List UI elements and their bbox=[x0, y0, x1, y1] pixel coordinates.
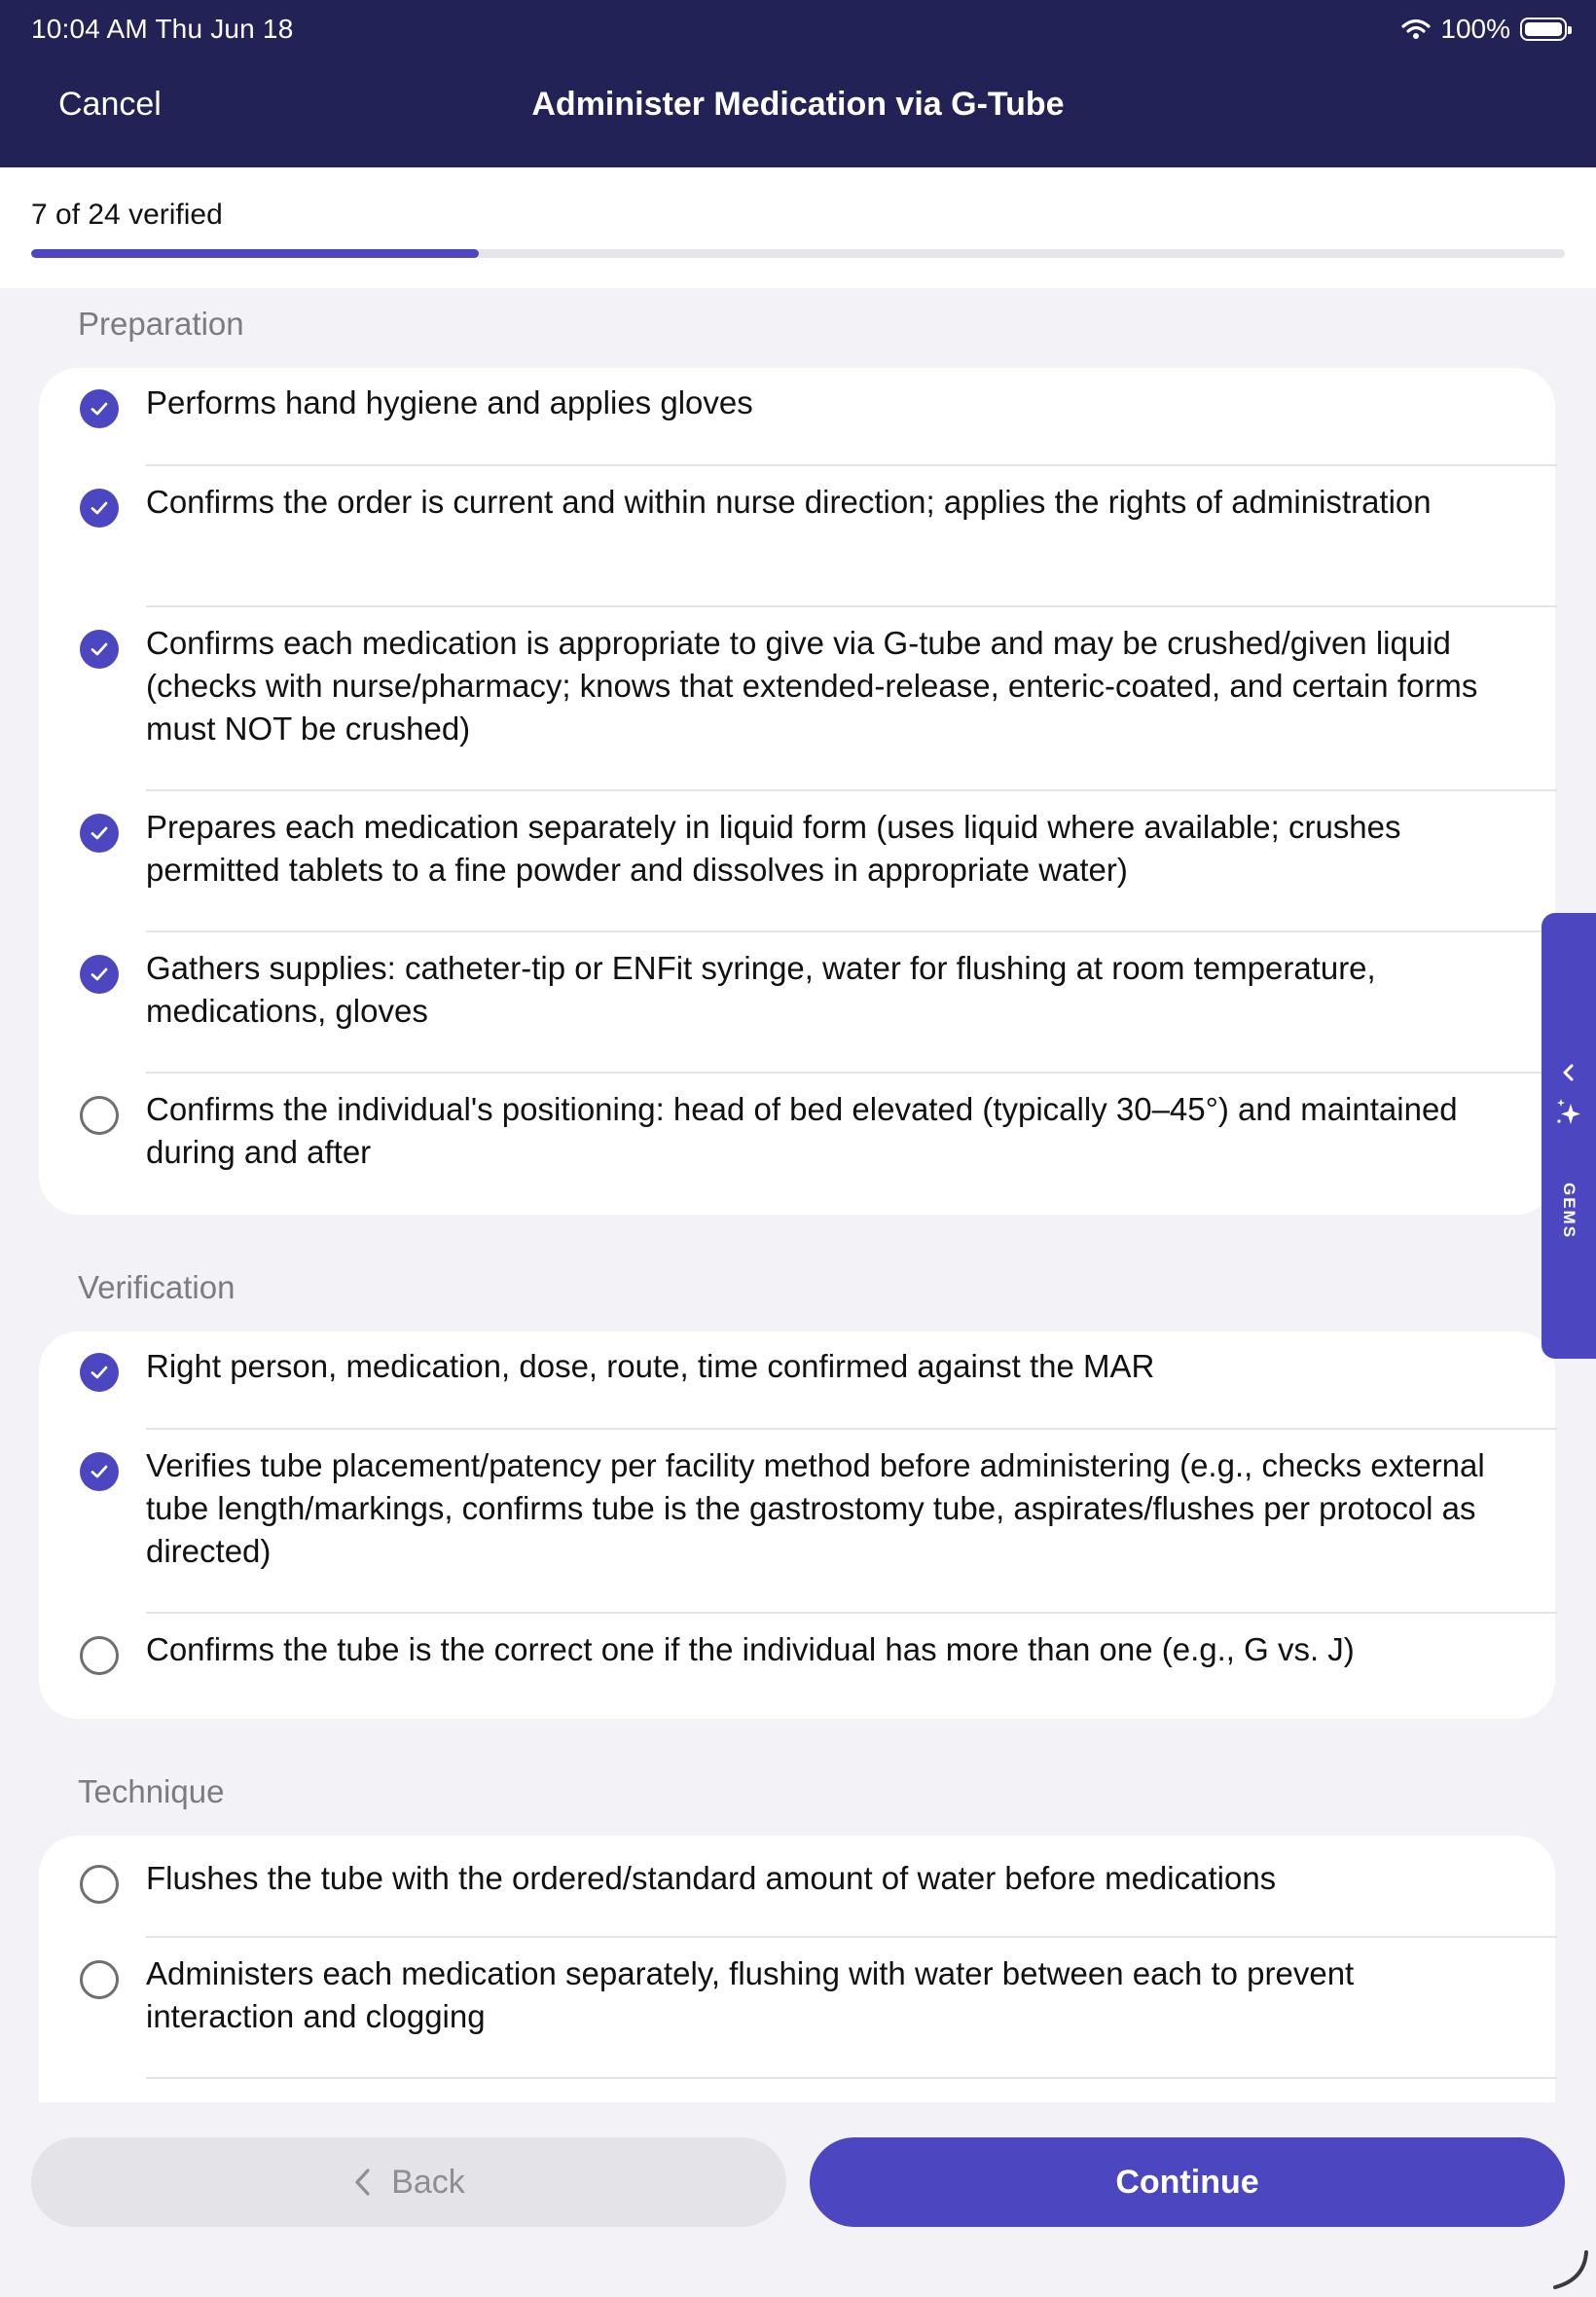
checkbox[interactable] bbox=[80, 955, 119, 994]
divider bbox=[146, 464, 1557, 466]
back-button[interactable] bbox=[31, 2137, 786, 2227]
progress-label: 7 of 24 verified bbox=[31, 199, 223, 231]
checkbox[interactable] bbox=[80, 1452, 119, 1491]
divider bbox=[146, 1428, 1557, 1430]
sparkle-icon bbox=[1553, 1096, 1584, 1129]
cancel-button[interactable]: Cancel bbox=[58, 86, 162, 123]
checkmark-icon bbox=[88, 638, 111, 661]
chevron-left-icon bbox=[1555, 1059, 1582, 1086]
checkbox[interactable] bbox=[80, 1865, 119, 1904]
section-title-verification: Verification bbox=[78, 1269, 236, 1305]
progress-bar bbox=[31, 249, 1565, 258]
divider bbox=[146, 1936, 1557, 1938]
checkmark-icon bbox=[88, 397, 111, 420]
checkbox[interactable] bbox=[80, 389, 119, 428]
divider bbox=[146, 2077, 1557, 2079]
battery-icon bbox=[1520, 18, 1567, 41]
checkmark-icon bbox=[88, 496, 111, 520]
checklist-item-label: Flushes the tube with the ordered/standard amount of water before medications bbox=[146, 1860, 1277, 1896]
checklist-item-label: Prepares each medication separately in liquid form (uses liquid where available; crushes permitted tablets to a fine powder and dissolves in appropriate water) bbox=[146, 809, 1401, 888]
checklist-item-label: Verifies tube placement/patency per facility method before administering (e.g., checks external tube length/markings, confirms tube is the gastrostomy tube, aspirates/flushes per protocol as directed) bbox=[146, 1447, 1485, 1569]
continue-button[interactable] bbox=[810, 2137, 1565, 2227]
checkbox[interactable] bbox=[80, 1960, 119, 1999]
chevron-left-icon bbox=[352, 2166, 374, 2199]
card-verification bbox=[39, 1331, 1555, 1719]
card-preparation-full bbox=[39, 368, 1555, 1215]
section-title-technique: Technique bbox=[78, 1773, 225, 1809]
checklist-item-label: Confirms the order is current and within nurse direction; applies the rights of administration bbox=[146, 484, 1432, 520]
checkbox[interactable] bbox=[80, 630, 119, 669]
footer bbox=[0, 2102, 1596, 2297]
checklist-item-label: Performs hand hygiene and applies gloves bbox=[146, 384, 753, 420]
checkbox[interactable] bbox=[80, 489, 119, 528]
progress-area bbox=[0, 167, 1596, 288]
checkbox[interactable] bbox=[80, 1096, 119, 1135]
section-title-preparation: Preparation bbox=[78, 306, 244, 342]
checklist-item-label: Gathers supplies: catheter-tip or ENFit syringe, water for flushing at room temperature, medications, gloves bbox=[146, 950, 1376, 1029]
gems-label: GEMS bbox=[1560, 1182, 1578, 1240]
divider bbox=[146, 1612, 1557, 1614]
checkmark-icon bbox=[88, 1460, 111, 1483]
resize-handle-icon bbox=[1547, 2248, 1590, 2291]
checkmark-icon bbox=[88, 963, 111, 986]
checklist-item-label: Administers each medication separately, flushing with water between each to prevent interaction and clogging bbox=[146, 1955, 1355, 2034]
checklist-item-label: Confirms the tube is the correct one if the individual has more than one (e.g., G vs. J) bbox=[146, 1631, 1355, 1667]
wifi-icon bbox=[1401, 18, 1431, 40]
checklist-item-label: Confirms the individual's positioning: head of bed elevated (typically 30–45°) and maintained during and after bbox=[146, 1091, 1458, 1170]
checkmark-icon bbox=[88, 1361, 111, 1384]
checkbox[interactable] bbox=[80, 1353, 119, 1392]
header bbox=[0, 0, 1596, 167]
divider bbox=[146, 605, 1557, 607]
checkbox[interactable] bbox=[80, 814, 119, 853]
card-technique bbox=[39, 1836, 1555, 2102]
back-button-label: Back bbox=[391, 2163, 465, 2201]
checkmark-icon bbox=[88, 821, 111, 845]
continue-button-label: Continue bbox=[1115, 2163, 1259, 2201]
divider bbox=[146, 930, 1557, 932]
checklist-item-label: Right person, medication, dose, route, time confirmed against the MAR bbox=[146, 1348, 1155, 1384]
status-indicators bbox=[1401, 14, 1567, 45]
divider bbox=[146, 789, 1557, 791]
battery-percent: 100% bbox=[1440, 14, 1510, 44]
status-time: 10:04 AM Thu Jun 18 bbox=[31, 14, 294, 44]
page-title: Administer Medication via G-Tube bbox=[531, 86, 1065, 123]
checkbox[interactable] bbox=[80, 1636, 119, 1675]
progress-bar-fill bbox=[31, 249, 479, 258]
gems-side-tab[interactable] bbox=[1542, 913, 1596, 1359]
checklist-content[interactable] bbox=[0, 288, 1596, 2102]
checklist-item-label: Confirms each medication is appropriate to give via G-tube and may be crushed/given liquid (checks with nurse/pharmacy; knows that extended-release, enteric-coated, and certain forms must NOT be crushed) bbox=[146, 625, 1478, 747]
divider bbox=[146, 1072, 1557, 1074]
